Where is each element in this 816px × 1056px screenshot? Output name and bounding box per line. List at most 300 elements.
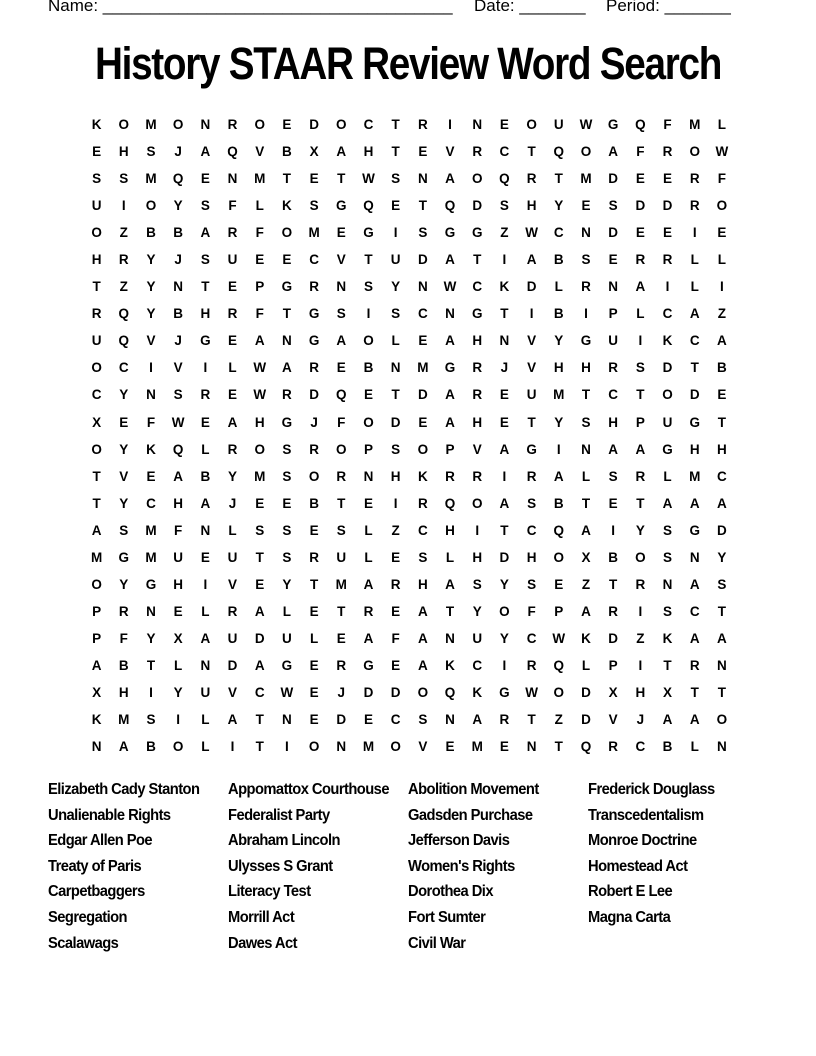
grid-letter[interactable]: R bbox=[689, 198, 700, 214]
grid-letter[interactable]: S bbox=[663, 522, 673, 538]
grid-letter[interactable]: G bbox=[471, 225, 483, 241]
grid-letter[interactable]: P bbox=[635, 414, 645, 430]
grid-letter[interactable]: E bbox=[635, 225, 645, 241]
grid-letter[interactable]: H bbox=[472, 549, 483, 565]
grid-letter[interactable]: E bbox=[309, 171, 319, 187]
grid-letter[interactable]: K bbox=[581, 630, 591, 646]
grid-letter[interactable]: L bbox=[364, 549, 373, 565]
grid-letter[interactable]: M bbox=[145, 171, 157, 187]
grid-letter[interactable]: V bbox=[608, 712, 618, 728]
grid-letter[interactable]: Z bbox=[391, 522, 400, 538]
grid-letter[interactable]: O bbox=[281, 225, 293, 241]
grid-letter[interactable]: Y bbox=[472, 603, 482, 619]
grid-letter[interactable]: O bbox=[417, 441, 429, 457]
grid-letter[interactable]: A bbox=[91, 657, 102, 673]
grid-letter[interactable]: I bbox=[556, 441, 561, 457]
grid-letter[interactable]: M bbox=[254, 171, 266, 187]
grid-letter[interactable]: Y bbox=[173, 684, 183, 700]
grid-letter[interactable]: J bbox=[174, 252, 182, 268]
grid-letter[interactable]: I bbox=[692, 225, 697, 241]
grid-letter[interactable]: C bbox=[472, 657, 483, 673]
grid-letter[interactable]: Y bbox=[635, 522, 645, 538]
grid-letter[interactable]: H bbox=[118, 684, 129, 700]
grid-letter[interactable]: V bbox=[527, 333, 537, 349]
grid-letter[interactable]: L bbox=[255, 198, 264, 214]
grid-letter[interactable]: S bbox=[391, 306, 401, 322]
grid-letter[interactable]: Y bbox=[717, 549, 727, 565]
grid-letter[interactable]: B bbox=[282, 144, 292, 160]
grid-letter[interactable]: R bbox=[227, 306, 238, 322]
grid-letter[interactable]: R bbox=[91, 306, 102, 322]
grid-letter[interactable]: O bbox=[635, 549, 646, 565]
grid-letter[interactable]: I bbox=[638, 333, 643, 349]
grid-letter[interactable]: V bbox=[418, 739, 428, 755]
grid-letter[interactable]: Y bbox=[119, 576, 129, 592]
grid-letter[interactable]: D bbox=[309, 117, 319, 132]
grid-letter[interactable]: T bbox=[255, 712, 264, 728]
grid-letter[interactable]: L bbox=[201, 441, 210, 457]
grid-letter[interactable]: A bbox=[662, 712, 673, 728]
grid-letter[interactable]: L bbox=[309, 630, 319, 646]
grid-letter[interactable]: K bbox=[472, 684, 483, 700]
grid-letter[interactable]: L bbox=[445, 549, 455, 565]
grid-letter[interactable]: X bbox=[608, 684, 618, 700]
grid-letter[interactable]: P bbox=[92, 603, 102, 619]
grid-letter[interactable]: N bbox=[91, 739, 102, 755]
grid-letter[interactable]: B bbox=[717, 360, 727, 376]
grid-letter[interactable]: R bbox=[309, 549, 319, 565]
grid-letter[interactable]: O bbox=[172, 117, 184, 132]
grid-letter[interactable]: O bbox=[553, 549, 565, 565]
grid-letter[interactable]: Z bbox=[500, 225, 509, 241]
grid-letter[interactable]: R bbox=[309, 441, 319, 457]
grid-letter[interactable]: Q bbox=[553, 657, 565, 673]
grid-letter[interactable]: D bbox=[227, 657, 238, 673]
grid-letter[interactable]: T bbox=[418, 198, 427, 214]
grid-letter[interactable]: M bbox=[118, 712, 130, 728]
grid-letter[interactable]: V bbox=[527, 360, 537, 376]
grid-letter[interactable]: D bbox=[689, 387, 700, 403]
grid-letter[interactable]: P bbox=[92, 630, 102, 646]
grid-letter[interactable]: Q bbox=[118, 306, 130, 322]
grid-letter[interactable]: O bbox=[336, 117, 347, 132]
grid-letter[interactable]: I bbox=[611, 522, 616, 538]
grid-letter[interactable]: U bbox=[91, 333, 102, 349]
grid-letter[interactable]: A bbox=[717, 495, 727, 511]
grid-letter[interactable]: C bbox=[499, 144, 510, 160]
name-field[interactable]: Name: _____________________________________ bbox=[48, 0, 453, 15]
grid-letter[interactable]: E bbox=[336, 225, 346, 241]
grid-letter[interactable]: R bbox=[118, 603, 129, 619]
grid-letter[interactable]: E bbox=[255, 252, 265, 268]
grid-letter[interactable]: L bbox=[690, 739, 699, 755]
grid-letter[interactable]: I bbox=[638, 657, 643, 673]
grid-letter[interactable]: D bbox=[472, 198, 483, 214]
grid-letter[interactable]: A bbox=[689, 712, 700, 728]
grid-letter[interactable]: Y bbox=[391, 279, 401, 295]
grid-letter[interactable]: R bbox=[118, 252, 129, 268]
grid-letter[interactable]: Z bbox=[119, 225, 128, 241]
grid-letter[interactable]: H bbox=[635, 684, 646, 700]
grid-letter[interactable]: E bbox=[608, 495, 618, 511]
grid-letter[interactable]: N bbox=[227, 171, 238, 187]
grid-letter[interactable]: T bbox=[636, 387, 645, 403]
grid-letter[interactable]: U bbox=[227, 252, 238, 268]
grid-letter[interactable]: N bbox=[417, 171, 428, 187]
grid-letter[interactable]: O bbox=[145, 198, 157, 214]
grid-letter[interactable]: B bbox=[173, 225, 184, 241]
grid-letter[interactable]: H bbox=[173, 495, 184, 511]
grid-letter[interactable]: H bbox=[254, 414, 265, 430]
grid-letter[interactable]: O bbox=[471, 171, 483, 187]
grid-letter[interactable]: T bbox=[717, 603, 727, 619]
grid-letter[interactable]: S bbox=[282, 468, 292, 484]
grid-letter[interactable]: T bbox=[255, 549, 264, 565]
grid-letter[interactable]: B bbox=[146, 225, 156, 241]
grid-letter[interactable]: D bbox=[608, 171, 619, 187]
grid-letter[interactable]: R bbox=[417, 117, 428, 132]
grid-letter[interactable]: A bbox=[254, 603, 265, 619]
date-field[interactable]: Date: _______ bbox=[474, 0, 586, 15]
grid-letter[interactable]: A bbox=[336, 144, 347, 160]
grid-letter[interactable]: G bbox=[200, 333, 211, 349]
grid-letter[interactable]: R bbox=[472, 387, 483, 403]
grid-letter[interactable]: Z bbox=[554, 712, 563, 728]
grid-letter[interactable]: O bbox=[254, 117, 265, 132]
grid-letter[interactable]: K bbox=[282, 198, 292, 214]
grid-letter[interactable]: L bbox=[201, 603, 210, 619]
grid-letter[interactable]: A bbox=[499, 441, 510, 457]
grid-letter[interactable]: A bbox=[717, 630, 727, 646]
grid-letter[interactable]: V bbox=[119, 468, 129, 484]
grid-letter[interactable]: B bbox=[118, 657, 129, 673]
grid-letter[interactable]: F bbox=[663, 117, 672, 132]
grid-letter[interactable]: T bbox=[282, 171, 292, 187]
grid-letter[interactable]: R bbox=[472, 468, 483, 484]
grid-letter[interactable]: M bbox=[90, 549, 103, 565]
grid-letter[interactable]: K bbox=[662, 333, 673, 349]
grid-letter[interactable]: R bbox=[227, 603, 238, 619]
grid-letter[interactable]: W bbox=[443, 279, 457, 295]
grid-letter[interactable]: C bbox=[309, 252, 319, 268]
grid-letter[interactable]: V bbox=[336, 252, 346, 268]
grid-letter[interactable]: L bbox=[554, 279, 563, 295]
grid-letter[interactable]: F bbox=[337, 414, 346, 430]
grid-letter[interactable]: E bbox=[717, 225, 727, 241]
grid-letter[interactable]: A bbox=[581, 522, 591, 538]
grid-letter[interactable]: B bbox=[309, 495, 319, 511]
grid-letter[interactable]: R bbox=[309, 360, 319, 376]
grid-letter[interactable]: I bbox=[502, 468, 507, 484]
grid-letter[interactable]: O bbox=[91, 225, 102, 241]
grid-letter[interactable]: E bbox=[282, 117, 292, 132]
grid-letter[interactable]: U bbox=[336, 549, 347, 565]
grid-letter[interactable]: C bbox=[390, 712, 401, 728]
grid-letter[interactable]: E bbox=[554, 576, 564, 592]
grid-letter[interactable]: I bbox=[203, 576, 208, 592]
grid-letter[interactable]: E bbox=[173, 603, 183, 619]
grid-letter[interactable]: L bbox=[282, 603, 292, 619]
grid-letter[interactable]: S bbox=[608, 468, 618, 484]
grid-letter[interactable]: Q bbox=[635, 117, 646, 132]
grid-letter[interactable]: S bbox=[499, 198, 509, 214]
grid-letter[interactable]: F bbox=[636, 144, 645, 160]
grid-letter[interactable]: N bbox=[363, 468, 374, 484]
grid-letter[interactable]: Q bbox=[444, 495, 456, 511]
grid-letter[interactable]: I bbox=[584, 306, 588, 322]
grid-letter[interactable]: W bbox=[253, 387, 267, 403]
grid-letter[interactable]: C bbox=[662, 306, 673, 322]
grid-letter[interactable]: H bbox=[526, 198, 537, 214]
grid-letter[interactable]: I bbox=[230, 739, 235, 755]
grid-letter[interactable]: E bbox=[581, 198, 591, 214]
grid-letter[interactable]: L bbox=[364, 522, 373, 538]
grid-letter[interactable]: T bbox=[581, 495, 591, 511]
grid-letter[interactable]: D bbox=[717, 522, 727, 538]
grid-letter[interactable]: H bbox=[472, 414, 483, 430]
grid-letter[interactable]: H bbox=[581, 360, 591, 376]
grid-letter[interactable]: A bbox=[254, 657, 265, 673]
grid-letter[interactable]: N bbox=[717, 657, 727, 673]
grid-letter[interactable]: S bbox=[282, 522, 292, 538]
grid-letter[interactable]: U bbox=[662, 414, 673, 430]
grid-letter[interactable]: N bbox=[472, 117, 483, 132]
grid-letter[interactable]: J bbox=[174, 333, 182, 349]
grid-letter[interactable]: Y bbox=[146, 630, 156, 646]
grid-letter[interactable]: O bbox=[553, 684, 565, 700]
grid-letter[interactable]: Y bbox=[282, 576, 292, 592]
grid-letter[interactable]: C bbox=[526, 522, 537, 538]
grid-letter[interactable]: G bbox=[145, 576, 157, 592]
grid-letter[interactable]: M bbox=[145, 117, 157, 132]
grid-letter[interactable]: R bbox=[608, 603, 619, 619]
grid-letter[interactable]: A bbox=[227, 712, 238, 728]
grid-letter[interactable]: T bbox=[690, 360, 699, 376]
grid-letter[interactable]: M bbox=[362, 739, 375, 755]
grid-letter[interactable]: O bbox=[254, 441, 265, 457]
grid-letter[interactable]: A bbox=[717, 333, 727, 349]
grid-letter[interactable]: S bbox=[363, 279, 373, 295]
grid-letter[interactable]: R bbox=[227, 117, 238, 132]
grid-letter[interactable]: F bbox=[255, 225, 264, 241]
grid-letter[interactable]: R bbox=[635, 252, 646, 268]
grid-letter[interactable]: I bbox=[475, 522, 480, 538]
grid-letter[interactable]: G bbox=[662, 441, 673, 457]
grid-letter[interactable]: J bbox=[228, 495, 237, 511]
grid-letter[interactable]: R bbox=[526, 171, 537, 187]
grid-letter[interactable]: U bbox=[553, 117, 564, 132]
grid-letter[interactable]: K bbox=[91, 712, 102, 728]
grid-letter[interactable]: A bbox=[445, 333, 455, 349]
grid-letter[interactable]: T bbox=[554, 171, 563, 187]
grid-letter[interactable]: M bbox=[145, 549, 157, 565]
grid-letter[interactable]: S bbox=[581, 414, 591, 430]
grid-letter[interactable]: I bbox=[393, 225, 398, 241]
grid-letter[interactable]: E bbox=[255, 576, 265, 592]
grid-letter[interactable]: J bbox=[500, 360, 509, 376]
grid-letter[interactable]: C bbox=[689, 333, 700, 349]
grid-letter[interactable]: S bbox=[146, 144, 156, 160]
grid-letter[interactable]: M bbox=[580, 171, 592, 187]
grid-letter[interactable]: O bbox=[308, 468, 320, 484]
grid-letter[interactable]: H bbox=[200, 306, 211, 322]
grid-letter[interactable]: W bbox=[525, 225, 538, 241]
grid-letter[interactable]: T bbox=[500, 306, 509, 322]
grid-letter[interactable]: I bbox=[176, 712, 181, 728]
grid-letter[interactable]: Q bbox=[227, 144, 238, 160]
grid-letter[interactable]: E bbox=[228, 387, 238, 403]
grid-letter[interactable]: D bbox=[390, 414, 401, 430]
grid-letter[interactable]: J bbox=[310, 414, 318, 430]
grid-letter[interactable]: T bbox=[92, 279, 101, 295]
grid-letter[interactable]: A bbox=[689, 576, 700, 592]
grid-letter[interactable]: B bbox=[146, 739, 156, 755]
grid-letter[interactable]: R bbox=[635, 468, 646, 484]
grid-letter[interactable]: F bbox=[717, 171, 727, 187]
grid-letter[interactable]: H bbox=[608, 414, 619, 430]
grid-letter[interactable]: K bbox=[445, 657, 455, 673]
grid-letter[interactable]: S bbox=[282, 441, 292, 457]
grid-letter[interactable]: E bbox=[309, 522, 319, 538]
grid-letter[interactable]: M bbox=[308, 225, 320, 241]
grid-letter[interactable]: D bbox=[608, 225, 619, 241]
grid-letter[interactable]: D bbox=[336, 712, 347, 728]
grid-letter[interactable]: Q bbox=[444, 198, 456, 214]
grid-letter[interactable]: N bbox=[336, 279, 347, 295]
grid-letter[interactable]: Y bbox=[146, 306, 156, 322]
grid-letter[interactable]: O bbox=[580, 144, 592, 160]
grid-letter[interactable]: T bbox=[690, 684, 699, 700]
grid-letter[interactable]: L bbox=[663, 468, 672, 484]
grid-letter[interactable]: E bbox=[391, 549, 401, 565]
grid-letter[interactable]: T bbox=[581, 387, 591, 403]
grid-letter[interactable]: N bbox=[417, 279, 428, 295]
grid-letter[interactable]: D bbox=[363, 684, 374, 700]
grid-letter[interactable]: S bbox=[146, 712, 156, 728]
grid-letter[interactable]: D bbox=[417, 252, 428, 268]
grid-letter[interactable]: M bbox=[335, 576, 347, 592]
grid-letter[interactable]: H bbox=[390, 468, 401, 484]
grid-letter[interactable]: R bbox=[445, 468, 455, 484]
grid-letter[interactable]: L bbox=[690, 252, 699, 268]
grid-letter[interactable]: W bbox=[253, 360, 267, 376]
grid-letter[interactable]: V bbox=[228, 684, 238, 700]
grid-letter[interactable]: Q bbox=[553, 522, 565, 538]
grid-letter[interactable]: R bbox=[472, 360, 483, 376]
grid-letter[interactable]: B bbox=[553, 495, 564, 511]
grid-letter[interactable]: N bbox=[581, 225, 591, 241]
grid-letter[interactable]: E bbox=[391, 603, 401, 619]
grid-letter[interactable]: A bbox=[445, 387, 455, 403]
grid-letter[interactable]: O bbox=[716, 712, 728, 728]
grid-letter[interactable]: R bbox=[282, 387, 292, 403]
grid-letter[interactable]: E bbox=[391, 198, 401, 214]
grid-letter[interactable]: F bbox=[228, 198, 237, 214]
grid-letter[interactable]: F bbox=[146, 414, 156, 430]
grid-letter[interactable]: A bbox=[417, 630, 428, 646]
grid-letter[interactable]: A bbox=[363, 630, 374, 646]
grid-letter[interactable]: O bbox=[662, 387, 673, 403]
grid-letter[interactable]: G bbox=[689, 522, 700, 538]
grid-letter[interactable]: S bbox=[336, 522, 346, 538]
grid-letter[interactable]: S bbox=[92, 171, 102, 187]
grid-letter[interactable]: N bbox=[581, 441, 591, 457]
grid-letter[interactable]: R bbox=[336, 468, 347, 484]
grid-letter[interactable]: O bbox=[91, 360, 102, 376]
period-field[interactable]: Period: _______ bbox=[606, 0, 731, 15]
grid-letter[interactable]: E bbox=[363, 495, 373, 511]
grid-letter[interactable]: Q bbox=[499, 171, 510, 187]
grid-letter[interactable]: E bbox=[608, 252, 618, 268]
grid-letter[interactable]: E bbox=[119, 414, 129, 430]
grid-letter[interactable]: S bbox=[200, 252, 210, 268]
grid-letter[interactable]: Q bbox=[580, 739, 592, 755]
grid-letter[interactable]: T bbox=[527, 144, 536, 160]
grid-letter[interactable]: C bbox=[635, 739, 646, 755]
grid-letter[interactable]: O bbox=[336, 441, 347, 457]
grid-letter[interactable]: V bbox=[255, 144, 265, 160]
grid-letter[interactable]: D bbox=[499, 549, 510, 565]
grid-letter[interactable]: I bbox=[638, 603, 643, 619]
grid-letter[interactable]: X bbox=[173, 630, 183, 646]
grid-letter[interactable]: C bbox=[717, 468, 727, 484]
grid-letter[interactable]: M bbox=[145, 522, 157, 538]
grid-letter[interactable]: A bbox=[363, 576, 374, 592]
grid-letter[interactable]: O bbox=[308, 739, 320, 755]
grid-letter[interactable]: N bbox=[200, 522, 211, 538]
grid-letter[interactable]: T bbox=[663, 657, 672, 673]
grid-letter[interactable]: T bbox=[445, 603, 455, 619]
grid-letter[interactable]: Y bbox=[146, 252, 156, 268]
grid-letter[interactable]: U bbox=[526, 387, 537, 403]
grid-letter[interactable]: I bbox=[665, 279, 670, 295]
grid-letter[interactable]: E bbox=[282, 252, 292, 268]
grid-letter[interactable]: C bbox=[417, 522, 428, 538]
grid-letter[interactable]: E bbox=[200, 414, 210, 430]
grid-letter[interactable]: T bbox=[255, 739, 264, 755]
grid-letter[interactable]: N bbox=[445, 306, 455, 322]
grid-letter[interactable]: S bbox=[663, 603, 673, 619]
grid-letter[interactable]: C bbox=[91, 387, 102, 403]
grid-letter[interactable]: U bbox=[91, 198, 102, 214]
grid-letter[interactable]: W bbox=[525, 684, 538, 700]
grid-letter[interactable]: Q bbox=[336, 387, 347, 403]
grid-letter[interactable]: P bbox=[363, 441, 373, 457]
grid-letter[interactable]: L bbox=[391, 333, 400, 349]
grid-letter[interactable]: A bbox=[499, 495, 510, 511]
grid-letter[interactable]: R bbox=[689, 657, 700, 673]
grid-letter[interactable]: V bbox=[146, 333, 156, 349]
grid-letter[interactable]: E bbox=[418, 144, 428, 160]
grid-letter[interactable]: V bbox=[228, 576, 238, 592]
grid-letter[interactable]: S bbox=[527, 576, 537, 592]
grid-letter[interactable]: R bbox=[200, 387, 211, 403]
grid-letter[interactable]: M bbox=[417, 360, 429, 376]
grid-letter[interactable]: G bbox=[281, 657, 293, 673]
grid-letter[interactable]: T bbox=[201, 279, 210, 295]
grid-letter[interactable]: D bbox=[309, 387, 319, 403]
grid-letter[interactable]: X bbox=[663, 684, 673, 700]
grid-letter[interactable]: E bbox=[717, 387, 727, 403]
grid-letter[interactable]: C bbox=[254, 684, 265, 700]
grid-letter[interactable]: S bbox=[309, 198, 319, 214]
grid-letter[interactable]: Y bbox=[119, 495, 129, 511]
grid-letter[interactable]: Q bbox=[118, 333, 130, 349]
grid-letter[interactable]: N bbox=[662, 576, 673, 592]
grid-letter[interactable]: X bbox=[92, 684, 102, 700]
grid-letter[interactable]: O bbox=[91, 441, 102, 457]
grid-letter[interactable]: B bbox=[173, 306, 184, 322]
